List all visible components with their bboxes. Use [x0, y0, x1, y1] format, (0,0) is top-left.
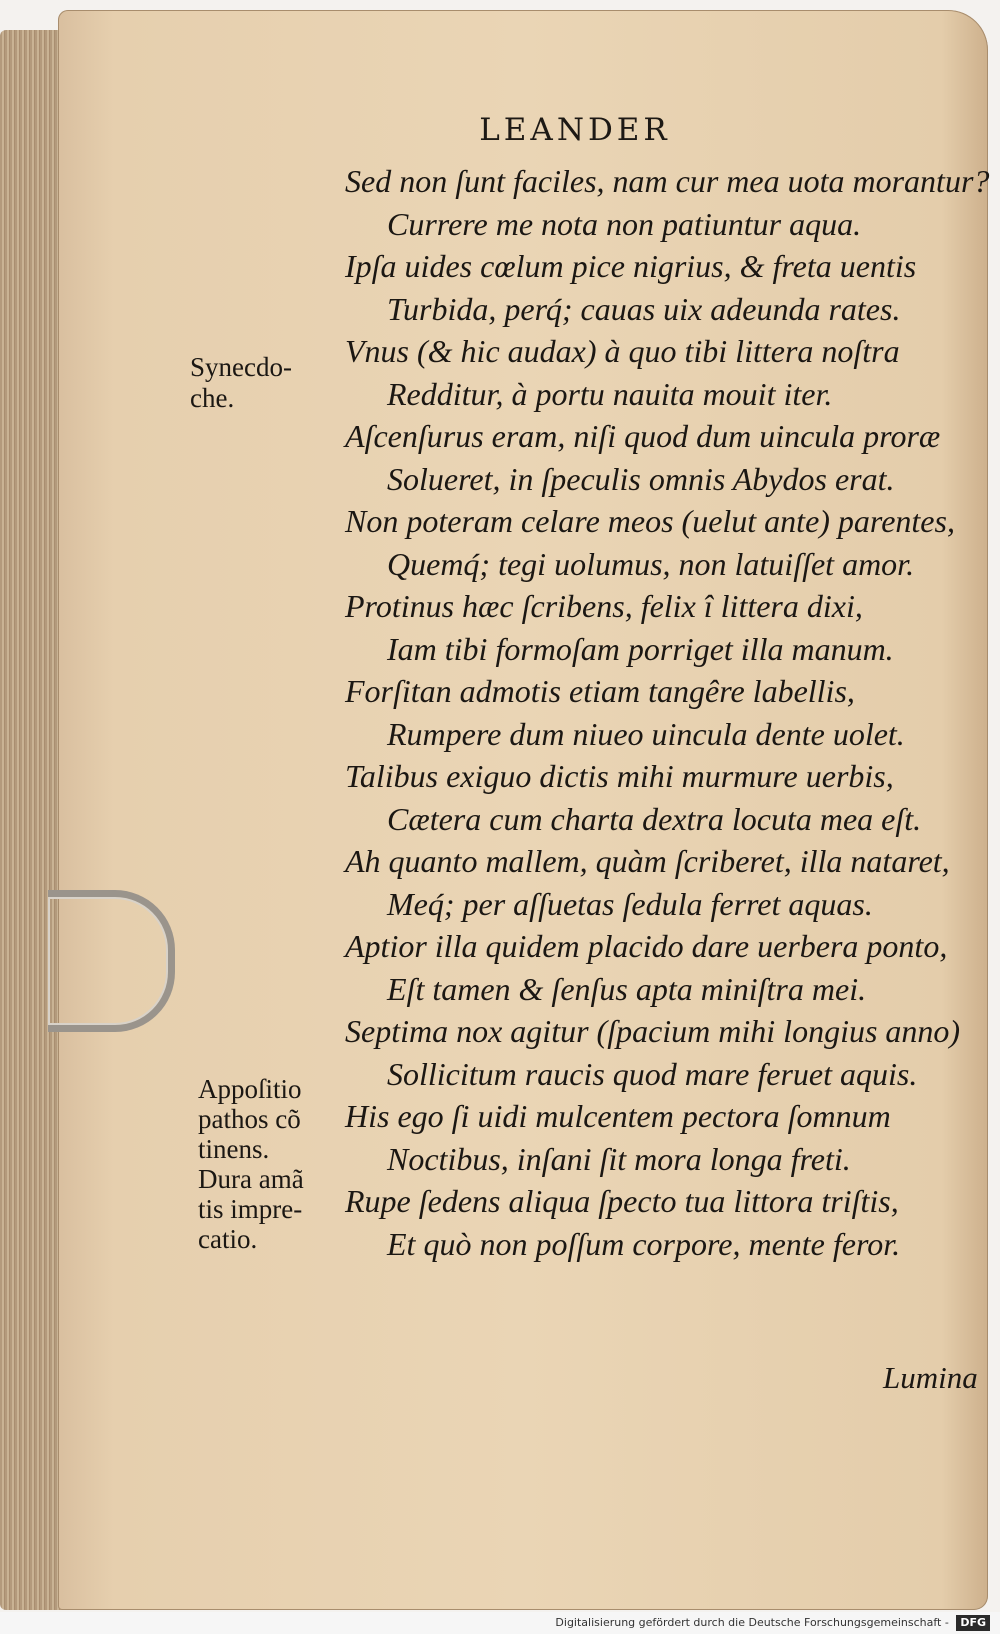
verse-line: Eſt tamen & ſenſus apta miniſtra mei. — [387, 970, 867, 1007]
verse-line: Aſcenſurus eram, niſi quod dum uincula proræ — [345, 418, 941, 454]
verse-line: Sollicitum raucis quod mare feruet aquis. — [387, 1055, 918, 1092]
verse-line: Noctibus, inſani ſit mora longa freti. — [387, 1140, 851, 1177]
verse-line: Cætera cum charta dextra locuta mea eſt. — [387, 800, 922, 837]
catchword: Lumina — [883, 1360, 978, 1395]
verse-line: Iam tibi formoſam porriget illa manum. — [387, 630, 894, 667]
margin-note-line: catio. — [198, 1224, 258, 1254]
verse-line: Talibus exiguo dictis mihi murmure uerbis, — [345, 758, 894, 794]
verse-line: Rupe ſedens aliqua ſpecto tua littora triſtis, — [345, 1183, 899, 1219]
margin-note-line: tinens. — [198, 1134, 270, 1164]
verse-line: Aptior illa quidem placido dare uerbera ponto, — [345, 928, 948, 964]
running-header: LEANDER — [479, 112, 671, 148]
margin-note-synecdoche — [190, 352, 292, 414]
verse-line: Rumpere dum niueo uincula dente uolet. — [387, 715, 905, 752]
verse-line: His ego ſi uidi mulcentem pectora ſomnum — [345, 1098, 891, 1134]
footer-credit: Digitalisierung gefördert durch die Deutsche Forschungsgemeinschaft - — [555, 1616, 949, 1629]
verse-line: Turbida, perq́; cauas uix adeunda rates. — [387, 290, 901, 327]
verse-line: Protinus hæc ſcribens, felix î littera dixi, — [345, 588, 863, 624]
verse-line: Redditur, à portu nauita mouit iter. — [387, 375, 833, 412]
verse-line: Currere me nota non patiuntur aqua. — [387, 205, 862, 242]
footer-bar — [0, 1612, 1000, 1634]
verse-line: Septima nox agitur (ſpacium mihi longius anno) — [345, 1013, 961, 1049]
dfg-logo: DFG — [956, 1615, 990, 1631]
verse-line: Forſitan admotis etiam tangêre labellis, — [345, 673, 855, 709]
verse-line: Non poteram celare meos (uelut ante) parentes, — [345, 503, 955, 539]
verse-line: Sed non ſunt faciles, nam cur mea uota morantur? — [345, 163, 990, 199]
margin-note-line: tis impre- — [198, 1194, 303, 1224]
paper-clip-icon — [48, 890, 175, 1032]
verse-line: Meq́; per aſſuetas ſedula ferret aquas. — [387, 885, 873, 922]
verse-line: Solueret, in ſpeculis omnis Abydos erat. — [387, 460, 895, 497]
margin-note-line: Appoſitio — [198, 1074, 302, 1104]
verse-line: Et quò non poſſum corpore, mente feror. — [387, 1225, 901, 1262]
verse-block — [345, 160, 990, 1265]
verse-line: Ah quanto mallem, quàm ſcriberet, illa nataret, — [345, 843, 950, 879]
margin-note-appositio — [198, 1074, 304, 1254]
margin-note-line: che. — [190, 383, 235, 413]
margin-note-line: pathos cõ — [198, 1104, 301, 1134]
margin-note-line: Dura amã — [198, 1164, 304, 1194]
margin-note-line: Synecdo- — [190, 352, 292, 382]
verse-line: Quemq́; tegi uolumus, non latuiſſet amor. — [387, 545, 915, 582]
verse-line: Vnus (& hic audax) à quo tibi littera noſtra — [345, 333, 900, 369]
verse-line: Ipſa uides cœlum pice nigrius, & freta uentis — [345, 248, 917, 284]
